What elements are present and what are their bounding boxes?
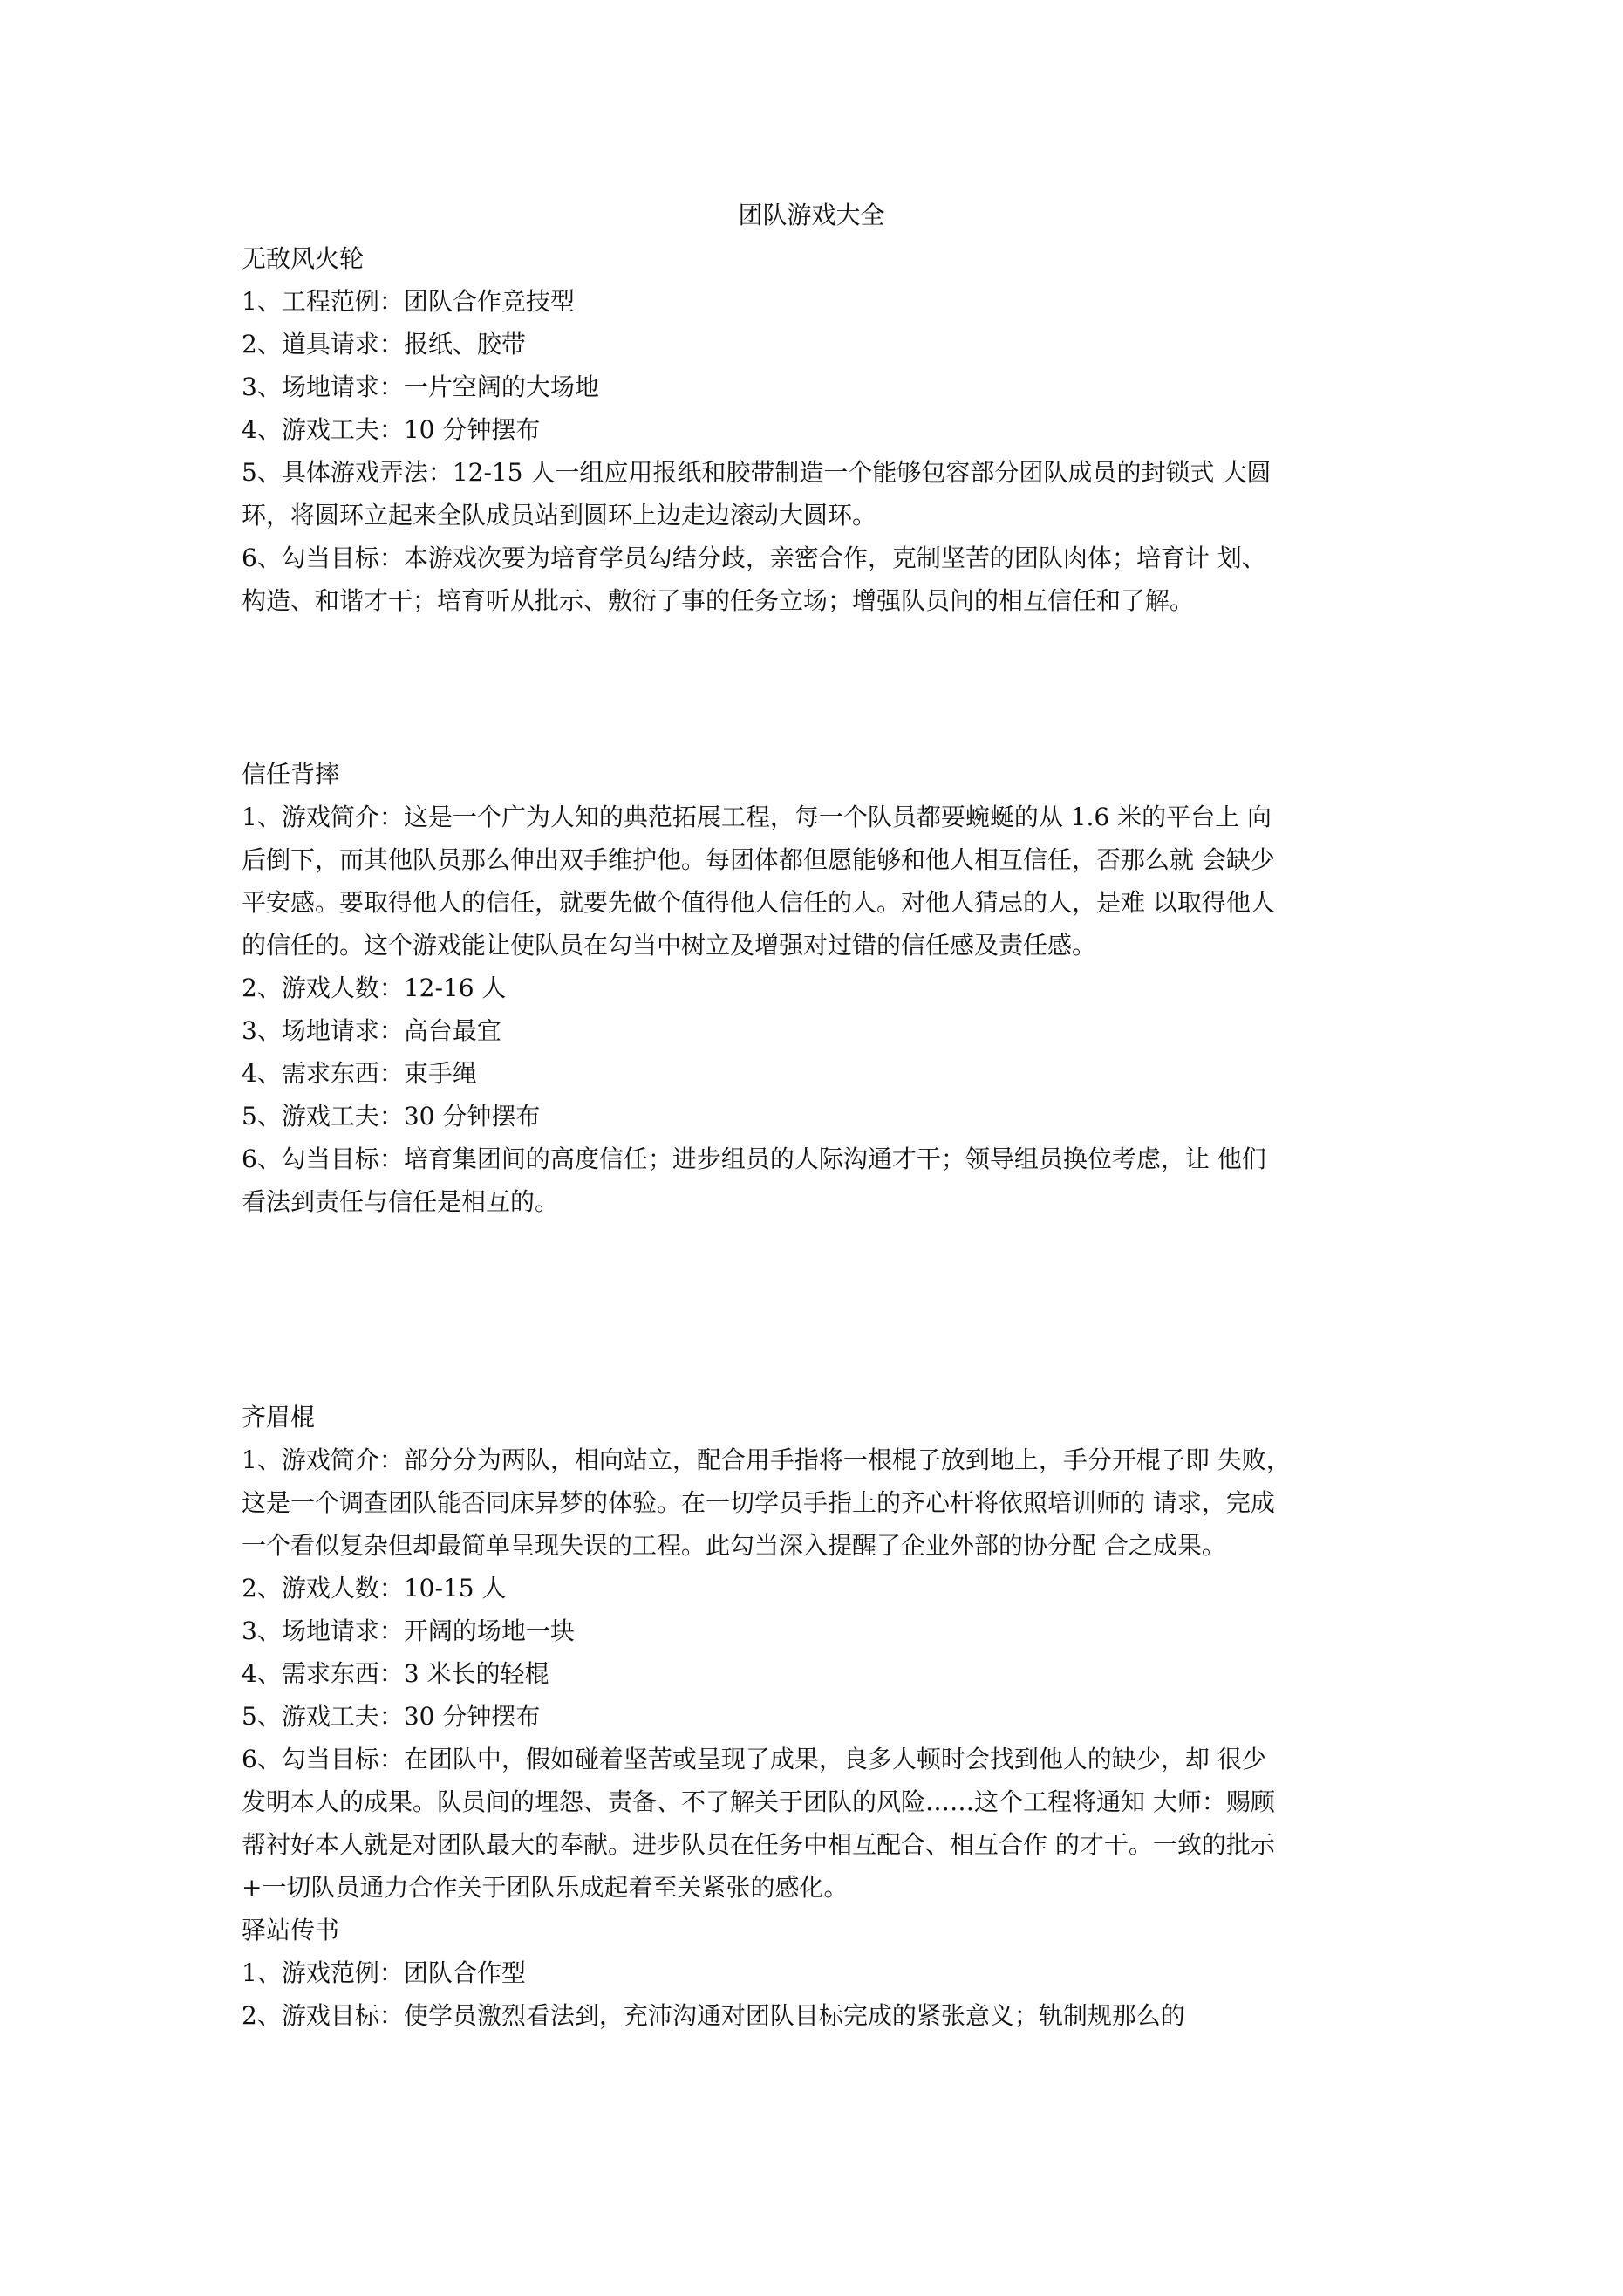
section-heading: 齐眉棍 xyxy=(242,1403,316,1432)
list-item: 2、游戏人数：12-16 人 xyxy=(242,974,507,1002)
list-item: 1、游戏范例：团队合作型 xyxy=(242,1958,526,1987)
list-item: 5、游戏工夫：30 分钟摆布 xyxy=(242,1102,541,1131)
section-heading: 驿站传书 xyxy=(242,1916,340,1944)
list-item: 1、工程范例：团队合作竞技型 xyxy=(242,287,575,316)
list-item: 2、道具请求：报纸、胶带 xyxy=(242,330,526,359)
section-xinren-beishuai xyxy=(242,753,1393,1223)
section-heading: 无敌风火轮 xyxy=(242,244,365,273)
list-item: 2、游戏目标：使学员激烈看法到，充沛沟通对团队目标完成的紧张意义；轨制规那么的 xyxy=(242,2001,1185,2030)
list-item: 1、游戏简介：这是一个广为人知的典范拓展工程，每一个队员都要蜿蜒的从 1.6 米的平台上 向 后倒下，而其他队员那么伸出双手维护他。每团体都但愿能够和他人相互信任，否那么就 会缺少 平安感。要取得他人的信任，就要先做个值得他人信任的人。对他人猜忌的人，是难 以取得他人 的信任的。这个游戏能让使队员在勾当中树立及增强对过错的信任感及责任感。 xyxy=(242,803,1275,960)
list-item: 4、需求东西：3 米长的轻棍 xyxy=(242,1659,549,1688)
section-heading: 信任背摔 xyxy=(242,760,340,789)
list-item: 2、游戏人数：10-15 人 xyxy=(242,1574,507,1602)
list-item: 3、场地请求：开阔的场地一块 xyxy=(242,1616,575,1645)
section-wudi-fenghuolun xyxy=(242,237,1393,622)
section-qimeigun xyxy=(242,1396,1393,2037)
list-item: 4、游戏工夫：10 分钟摆布 xyxy=(242,415,541,444)
list-item: 3、场地请求：高台最宜 xyxy=(242,1016,501,1045)
list-item: 6、勾当目标：本游戏次要为培育学员勾结分歧，亲密合作，克制坚苦的团队肉体；培育计 划、 构造、和谐才干；培育听从批示、敷衍了事的任务立场；增强队员间的相互信任和了解。 xyxy=(242,543,1266,615)
list-item: 5、具体游戏弄法：12-15 人一组应用报纸和胶带制造一个能够包容部分团队成员的封锁式 大圆 环，将圆环立起来全队成员站到圆环上边走边滚动大圆环。 xyxy=(242,458,1272,530)
list-item: 3、场地请求：一片空阔的大场地 xyxy=(242,372,599,401)
document-title: 团队游戏大全 xyxy=(738,201,885,229)
list-item: 5、游戏工夫：30 分钟摆布 xyxy=(242,1702,541,1731)
list-item: 4、需求东西：束手绳 xyxy=(242,1059,477,1088)
list-item: 1、游戏简介：部分分为两队，相向站立，配合用手指将一根棍子放到地上，手分开棍子即 失败， 这是一个调查团队能否同床异梦的体验。在一切学员手指上的齐心杆将依照培训师的 请求，完成 一个看似复杂但却最简单呈现失误的工程。此勾当深入提醒了企业外部的协分配 合之成果。 xyxy=(242,1445,1291,1560)
list-item: 6、勾当目标：培育集团间的高度信任；进步组员的人际沟通才干；领导组员换位考虑，让 他们 看法到责任与信任是相互的。 xyxy=(242,1145,1266,1216)
list-item: 6、勾当目标：在团队中，假如碰着坚苦或呈现了成果，良多人顿时会找到他人的缺少，却 很少 发明本人的成果。队员间的埋怨、责备、不了解关于团队的风险……这个工程将通知 大师：赐顾 帮衬好本人就是对团队最大的奉献。进步队员在任务中相互配合、相互合作 的才干。一致的批示 +一切队员通力合作关于团队乐成起着至关紧张的感化。 xyxy=(242,1745,1275,1902)
